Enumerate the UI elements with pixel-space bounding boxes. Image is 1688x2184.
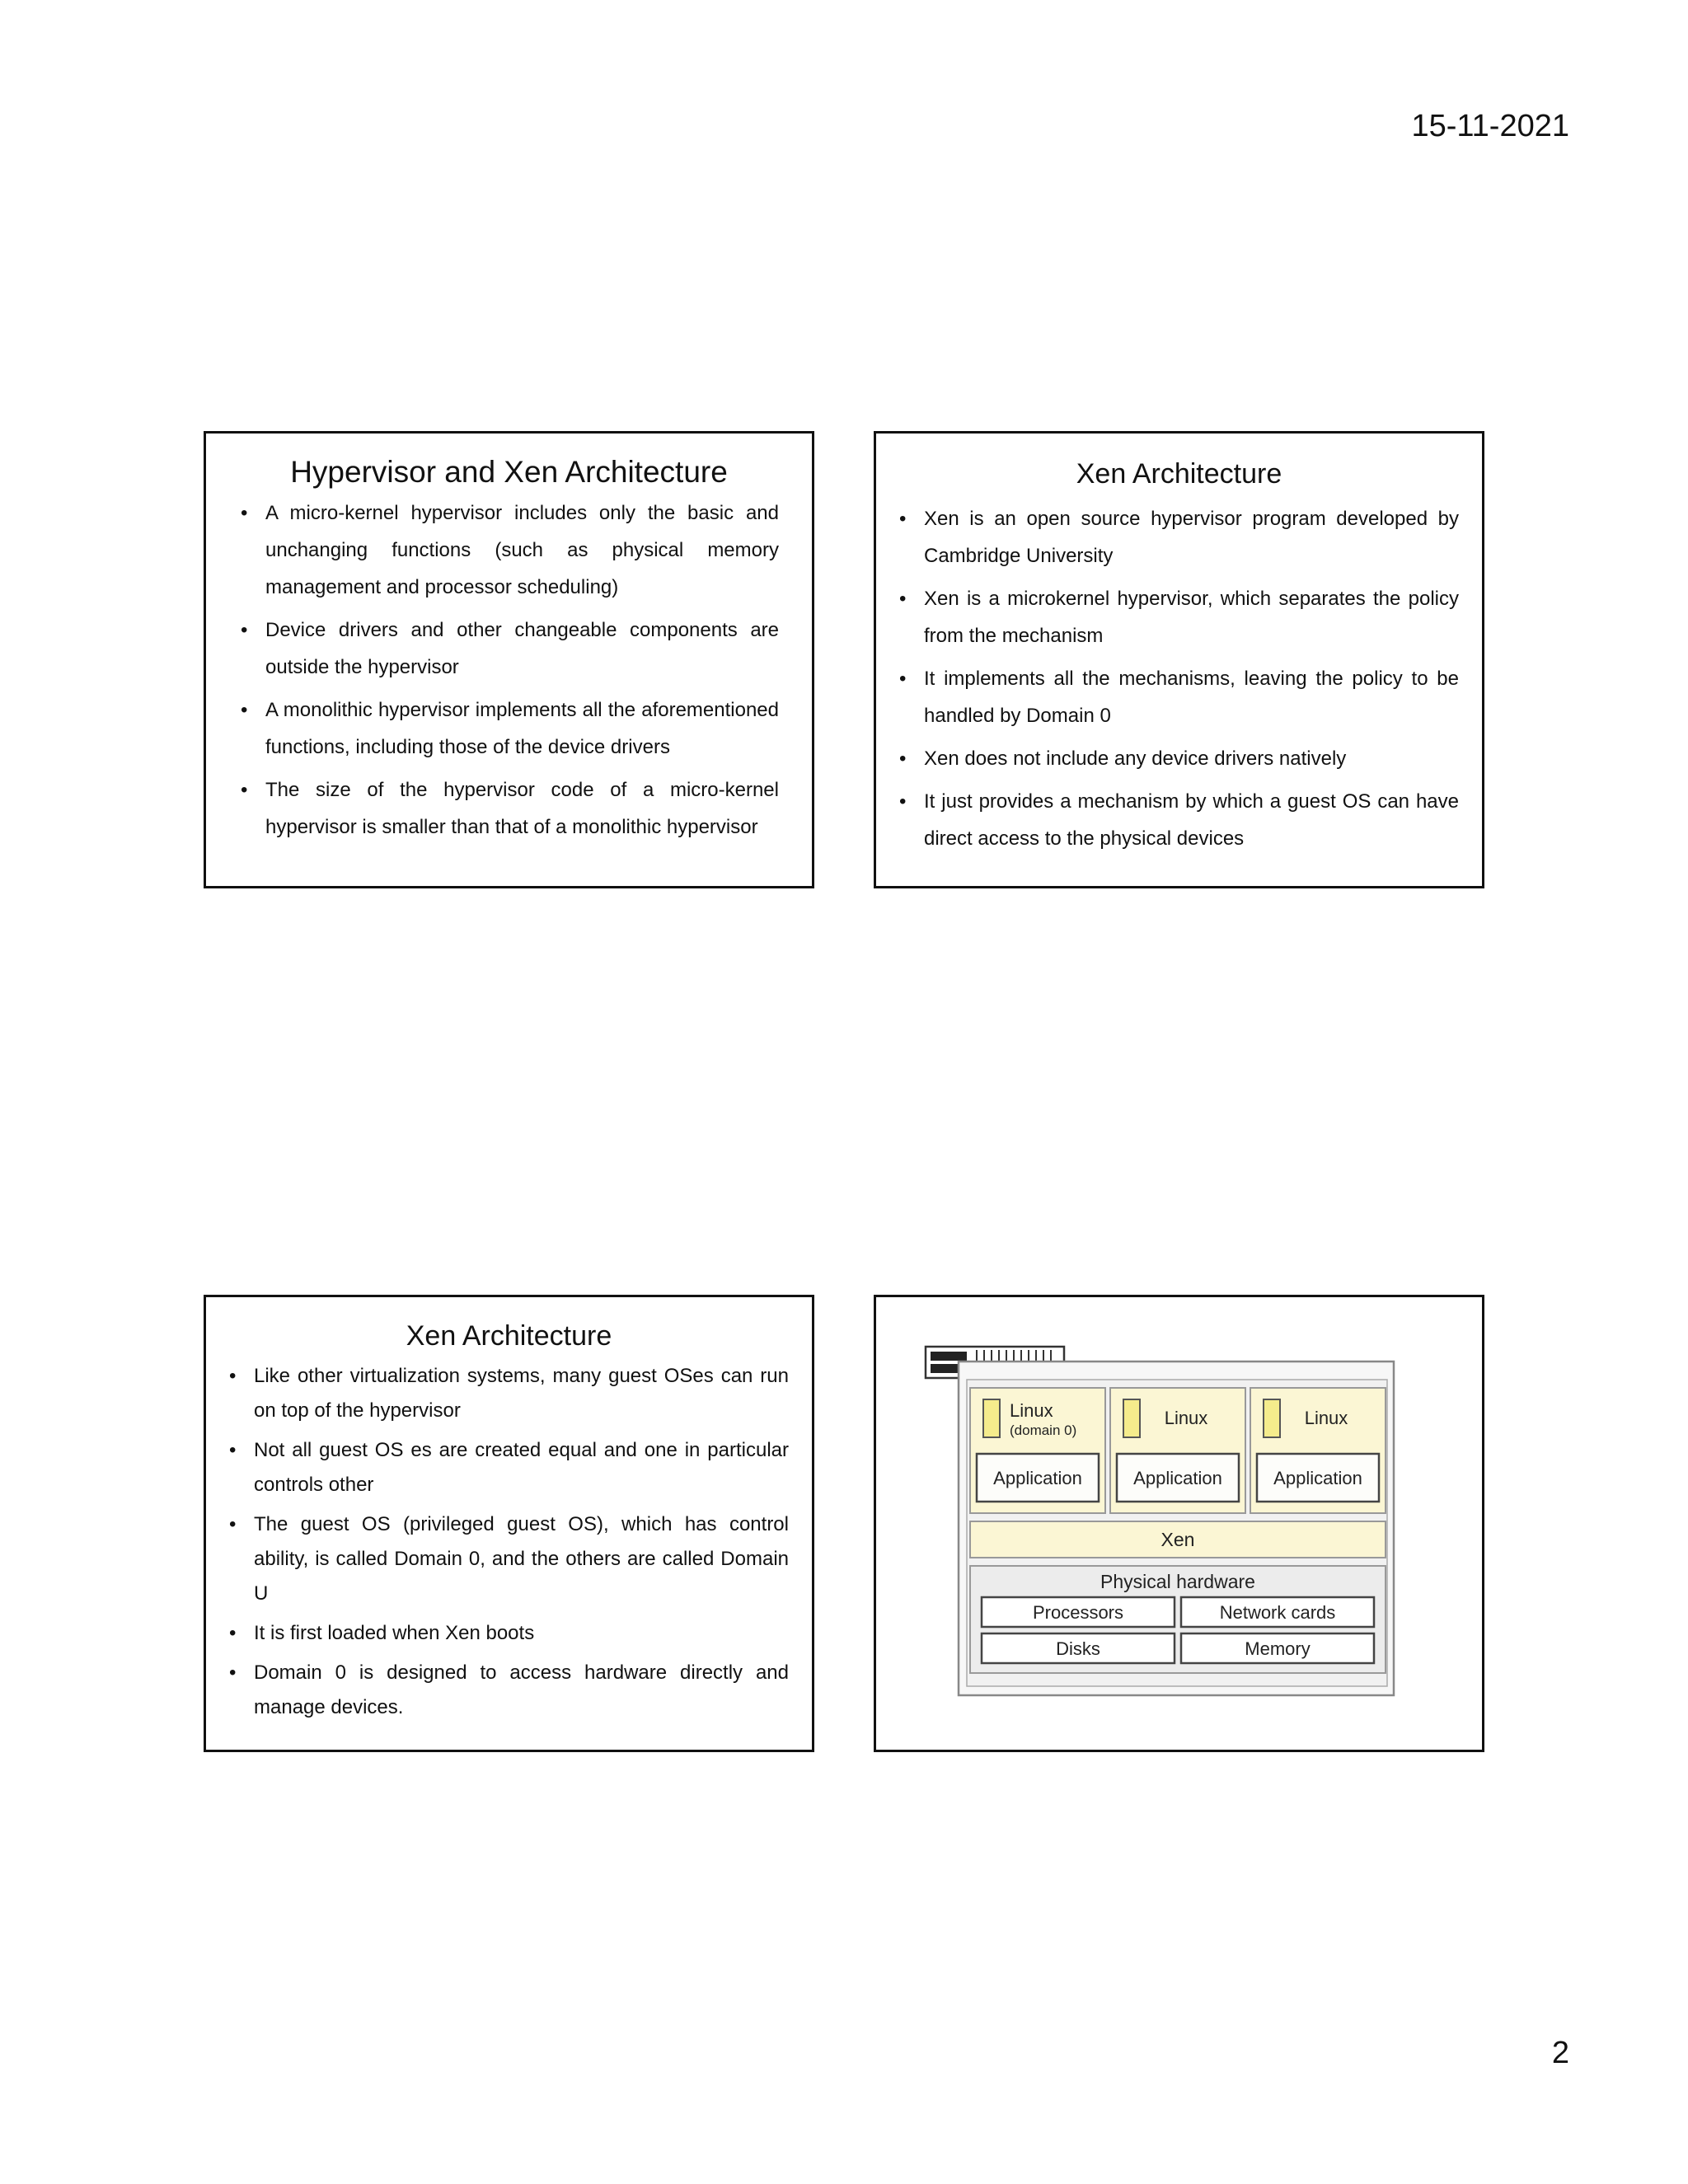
bullet-item: • Domain 0 is designed to access hardware directly and manage devices. [254, 1656, 789, 1725]
os-chip-icon [1264, 1399, 1280, 1437]
xen-label: Xen [1160, 1529, 1195, 1550]
application-label: Application [993, 1468, 1082, 1488]
bullet-item: • It implements all the mechanisms, leaving the policy to be handled by Domain 0 [924, 660, 1459, 734]
domain-column [1110, 1388, 1245, 1513]
bullet-item: • Xen does not include any device drivers natively [924, 740, 1459, 777]
hardware-item [982, 1597, 1175, 1627]
xen-architecture-diagram [876, 1297, 1487, 1755]
hardware-label: Memory [1245, 1638, 1311, 1659]
header-date: 15-11-2021 [1411, 109, 1569, 143]
domain-os-label: Linux [1010, 1400, 1053, 1421]
hardware-item [1181, 1597, 1374, 1627]
physical-hardware-label: Physical hardware [1100, 1571, 1255, 1592]
hardware-label: Processors [1032, 1602, 1124, 1623]
bullet-item: • It just provides a mechanism by which a guest OS can have direct access to the physical devices [924, 783, 1459, 857]
os-chip-icon [1123, 1399, 1140, 1437]
slide-xen-architecture-2 [204, 1295, 814, 1752]
page-number: 2 [1551, 2036, 1569, 2070]
bullet-item: • A monolithic hypervisor implements all the aforementioned functions, including those of the device drivers [265, 691, 779, 766]
bullet-list [924, 500, 1459, 857]
bullet-item: • Not all guest OS es are created equal and one in particular controls other [254, 1433, 789, 1502]
bullet-item: • Like other virtualization systems, many guest OSes can run on top of the hypervisor [254, 1359, 789, 1428]
application-label: Application [1133, 1468, 1222, 1488]
bullet-item: • Xen is a microkernel hypervisor, which separates the policy from the mechanism [924, 580, 1459, 654]
bullet-item: • The size of the hypervisor code of a micro-kernel hypervisor is smaller than that of a monolithic hypervisor [265, 771, 779, 846]
hardware-label: Disks [1056, 1638, 1100, 1659]
domain-os-label: Linux [1164, 1408, 1208, 1428]
bullet-item: • A micro-kernel hypervisor includes only the basic and unchanging functions (such as physical memory management and processor scheduling) [265, 494, 779, 606]
bullet-item: • Xen is an open source hypervisor program developed by Cambridge University [924, 500, 1459, 574]
bullet-list [265, 494, 779, 846]
hardware-item [1181, 1633, 1374, 1663]
bullet-item: • The guest OS (privileged guest OS), which has control ability, is called Domain 0, and the others are called Domain U [254, 1507, 789, 1611]
slide-xen-architecture-1 [874, 431, 1484, 888]
os-chip-icon [983, 1399, 1000, 1437]
bullet-item: • It is first loaded when Xen boots [254, 1616, 789, 1651]
domain-column [970, 1388, 1105, 1513]
hardware-label: Network cards [1219, 1602, 1336, 1623]
slide-hypervisor-and-xen [204, 431, 814, 888]
domain-os-label: Linux [1304, 1408, 1348, 1428]
domain-column [1250, 1388, 1386, 1513]
slide-title: Hypervisor and Xen Architecture [290, 455, 728, 489]
bullet-list [254, 1359, 789, 1725]
slide-title: Xen Architecture [406, 1320, 612, 1352]
hardware-item [982, 1633, 1175, 1663]
application-label: Application [1273, 1468, 1362, 1488]
domain-sub-label: (domain 0) [1010, 1422, 1077, 1438]
slide-title: Xen Architecture [1076, 458, 1282, 490]
slide-xen-diagram [874, 1295, 1484, 1752]
bullet-item: • Device drivers and other changeable components are outside the hypervisor [265, 612, 779, 686]
